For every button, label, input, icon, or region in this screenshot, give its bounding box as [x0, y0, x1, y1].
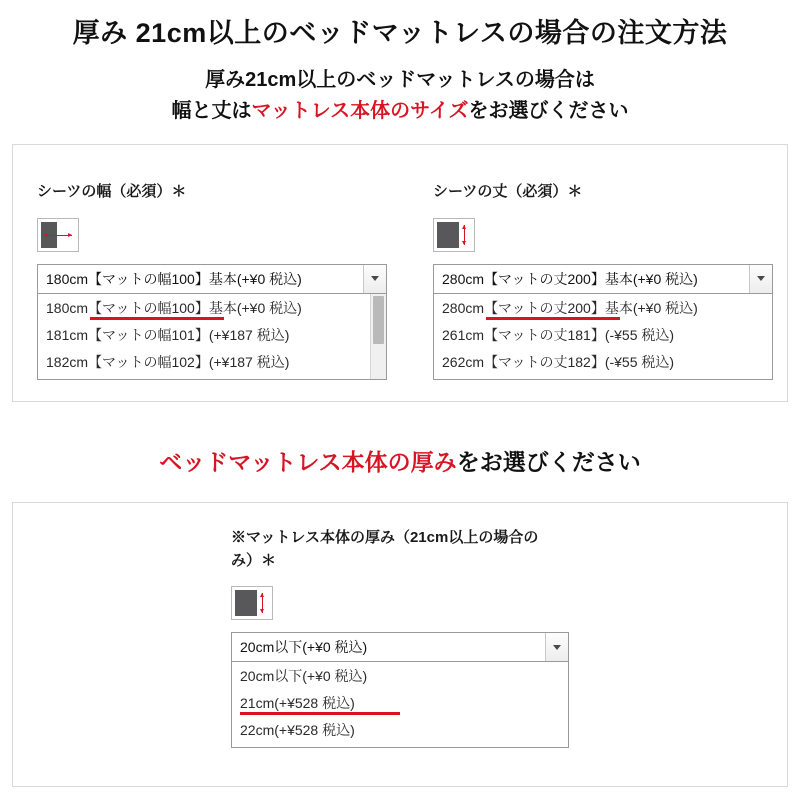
- list-item[interactable]: 182cm【マットの幅102】(+¥187 税込): [46, 353, 290, 370]
- thickness-form-panel: [12, 502, 788, 787]
- subtitle-line-2-emphasis: マットレス本体のサイズ: [251, 100, 469, 123]
- chevron-down-icon[interactable]: [749, 265, 772, 293]
- height-dimension-icon: [433, 218, 475, 252]
- mattress-thickness-selected-value: 20cm以下(+¥0 税込): [240, 639, 368, 655]
- dropdown-scrollbar[interactable]: [370, 294, 386, 379]
- subtitle-line-1: 厚み21cm以上のベッドマットレスの場合は: [205, 69, 595, 92]
- field-mattress-thickness-label: [231, 527, 571, 572]
- mattress-thickness-select[interactable]: [231, 632, 569, 662]
- subtitle-line-2: [0, 96, 800, 127]
- width-dimension-icon: [37, 218, 79, 252]
- list-item[interactable]: 280cm【マットの丈200】基本(+¥0 税込): [434, 294, 772, 321]
- subtitle-line-2-suffix: をお選びください: [468, 100, 629, 123]
- list-item[interactable]: 261cm【マットの丈181】(-¥55 税込): [442, 326, 675, 343]
- sheet-length-select[interactable]: [433, 264, 773, 294]
- sheet-width-dropdown[interactable]: [37, 294, 387, 380]
- section-heading-emphasis: ベッドマットレス本体の厚み: [159, 449, 457, 475]
- section-heading-thickness: [0, 444, 800, 477]
- subtitle-block: [0, 65, 800, 127]
- field-mattress-thickness: [231, 527, 571, 748]
- chevron-down-icon[interactable]: [545, 633, 568, 661]
- sheet-width-selected-value: 180cm【マットの幅100】基本(+¥0 税込): [46, 270, 302, 287]
- thickness-dimension-icon: [231, 586, 273, 620]
- list-item[interactable]: 180cm【マットの幅100】基本(+¥0 税込): [38, 294, 386, 321]
- mattress-thickness-dropdown[interactable]: [231, 662, 569, 748]
- list-item[interactable]: 20cm以下(+¥0 税込): [240, 668, 368, 684]
- size-form-panel: [12, 144, 788, 402]
- sheet-width-select[interactable]: [37, 264, 387, 294]
- list-item[interactable]: 181cm【マットの幅101】(+¥187 税込): [46, 326, 290, 343]
- field-sheet-length: [433, 181, 773, 380]
- field-sheet-length-label: シーツの丈（必須）＊: [433, 183, 583, 200]
- sheet-length-dropdown[interactable]: [433, 294, 773, 380]
- chevron-down-icon[interactable]: [363, 265, 386, 293]
- field-sheet-width-label: シーツの幅（必須）＊: [37, 183, 187, 200]
- thickness-label-line2: み）＊: [231, 551, 277, 569]
- subtitle-line-2-prefix: 幅と丈は: [171, 100, 252, 123]
- list-item[interactable]: 262cm【マットの丈182】(-¥55 税込): [442, 353, 675, 370]
- thickness-label-line1: ※マットレス本体の厚み（21cm以上の場合の: [231, 529, 539, 546]
- list-item[interactable]: 22cm(+¥528 税込): [240, 722, 355, 738]
- field-sheet-width: [37, 181, 387, 380]
- sheet-length-selected-value: 280cm【マットの丈200】基本(+¥0 税込): [442, 270, 698, 287]
- page-title: 厚み 21cm以上のベッドマットレスの場合の注文方法: [72, 18, 728, 48]
- section-heading-suffix: をお選びください: [456, 449, 641, 475]
- list-item[interactable]: 21cm(+¥528 税込): [232, 689, 568, 716]
